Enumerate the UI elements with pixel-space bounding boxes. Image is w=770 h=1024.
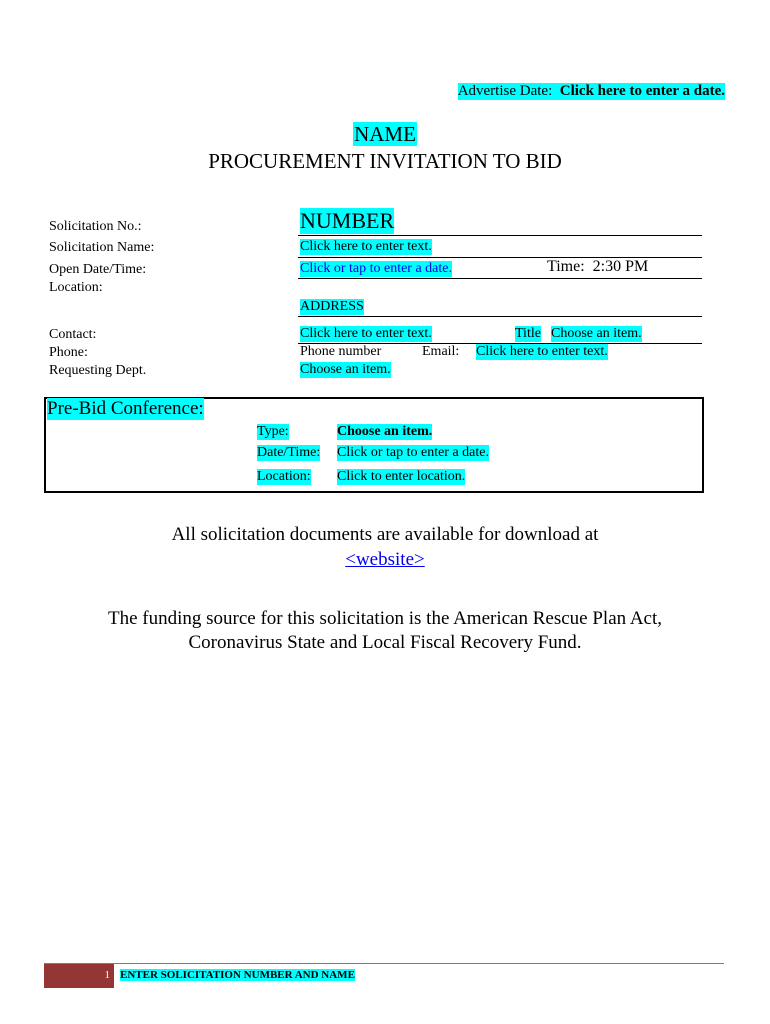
contact-field[interactable]: Click here to enter text. [300, 326, 432, 341]
website-link[interactable]: <website> [345, 549, 425, 570]
prebid-datetime-label: Date/Time: [257, 445, 321, 460]
location-label: Location: [49, 280, 103, 295]
solicitation-name-field[interactable]: Click here to enter text. [300, 239, 432, 254]
email-field[interactable]: Click here to enter text. [476, 344, 608, 359]
divider [298, 316, 702, 317]
prebid-conference-title: Pre-Bid Conference: [47, 398, 204, 419]
document-name [0, 122, 770, 147]
email-label: Email: [422, 344, 460, 359]
requesting-dept-field[interactable]: Choose an item. [300, 362, 391, 377]
open-datetime-label: Open Date/Time: [49, 262, 147, 277]
funding-source-line-2: Coronavirus State and Local Fiscal Recovery Fund. [188, 632, 582, 653]
phone-label: Phone: [49, 345, 88, 360]
website-line [0, 549, 770, 571]
advertise-date-field[interactable]: Click here to enter a date. [559, 83, 725, 99]
document-title: PROCUREMENT INVITATION TO BID [208, 149, 562, 173]
time-label: Time: [547, 258, 585, 275]
time-value[interactable]: 2:30 PM [592, 258, 649, 275]
prebid-type-label: Type: [257, 424, 289, 439]
advertise-date [458, 83, 725, 100]
advertise-date-label: Advertise Date: [457, 83, 553, 99]
page-number: 1 [104, 969, 110, 981]
phone-field[interactable]: Phone number [300, 344, 382, 359]
title-field[interactable]: Choose an item. [551, 326, 642, 341]
download-text: All solicitation documents are available for download at [171, 524, 599, 545]
contact-label: Contact: [49, 327, 97, 342]
solicitation-number-field[interactable]: NUMBER [300, 208, 395, 233]
footer-divider [44, 963, 724, 964]
prebid-type-field[interactable]: Choose an item. [337, 424, 433, 439]
requesting-dept-label: Requesting Dept. [49, 363, 147, 378]
divider [298, 278, 702, 279]
divider [298, 235, 702, 236]
open-date-field[interactable]: Click or tap to enter a date. [300, 261, 452, 276]
open-time [547, 258, 648, 276]
location-address-field[interactable]: ADDRESS [300, 299, 364, 314]
name-field[interactable]: NAME [354, 122, 416, 146]
footer-solicitation-text[interactable]: ENTER SOLICITATION NUMBER AND NAME [120, 969, 355, 981]
prebid-datetime-field[interactable]: Click or tap to enter a date. [337, 445, 489, 460]
solicitation-name-label: Solicitation Name: [49, 240, 155, 255]
funding-source-line-1: The funding source for this solicitation is the American Rescue Plan Act, [107, 608, 663, 629]
prebid-location-label: Location: [257, 469, 311, 484]
prebid-location-field[interactable]: Click to enter location. [337, 469, 466, 484]
title-label: Title [515, 326, 541, 341]
solicitation-no-label: Solicitation No.: [49, 219, 142, 234]
